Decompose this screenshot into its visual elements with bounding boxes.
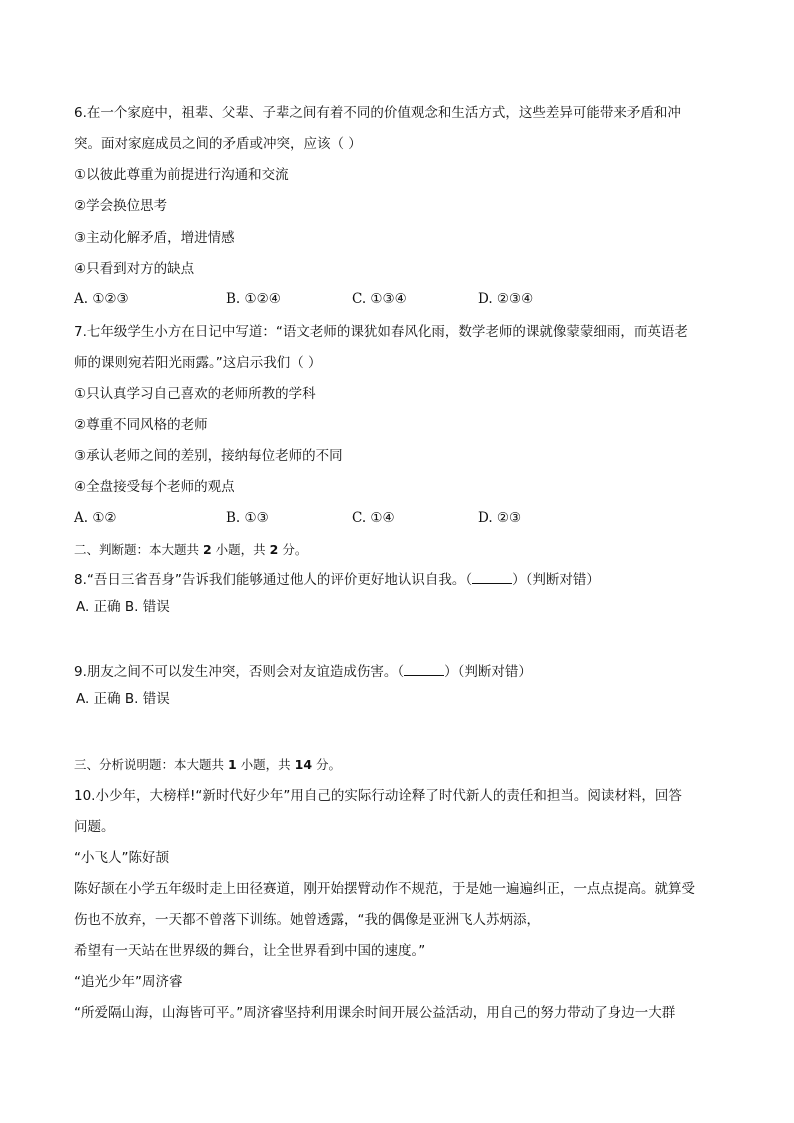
q10-material-title-1: “小飞人”陈好颉: [74, 850, 169, 866]
q7-stem-line2: 师的课则宛若阳光雨露。”这启示我们（ ）: [74, 355, 322, 371]
q8-stem: [74, 571, 600, 589]
q7-stem-line1: 7.七年级学生小方在日记中写道：“语文老师的课犹如春风化雨，数学老师的课就像蒙蒙细雨，而英语老: [74, 324, 688, 340]
q6-option-a[interactable]: A. ①②③: [74, 291, 129, 307]
q10-material-1-line2: 伤也不放弃，一天都不曾落下训练。她曾透露，“我的偶像是亚洲飞人苏炳添，: [74, 912, 540, 928]
q8-options[interactable]: A. 正确 B. 错误: [76, 599, 170, 615]
q7-item-3: ③承认老师之间的差别，接纳每位老师的不同: [74, 448, 343, 464]
section-2-suffix: 分。: [278, 542, 308, 557]
q10-material-1-line3: 希望有一天站在世界级的舞台，让全世界看到中国的速度。”: [74, 943, 426, 959]
q9-stem-suffix: ）（判断对错）: [444, 664, 532, 680]
q7-option-b[interactable]: B. ①③: [226, 510, 269, 526]
section-3-score: 14: [294, 757, 313, 772]
section-2-heading: [74, 541, 307, 559]
q6-option-b[interactable]: B. ①②④: [226, 291, 281, 307]
section-3-mid: 小题，共: [236, 757, 295, 772]
section-3-suffix: 分。: [312, 757, 342, 772]
section-3-heading: [74, 756, 341, 774]
q8-stem-text: 8.“吾日三省吾身”告诉我们能够通过他人的评价更好地认识自我。（: [74, 572, 473, 588]
q10-stem-line1: 10.小少年，大榜样!“新时代好少年”用自己的实际行动诠释了时代新人的责任和担当。阅读材料，回答: [74, 788, 682, 804]
q7-item-1: ①只认真学习自己喜欢的老师所教的学科: [74, 386, 316, 402]
q9-stem: [74, 663, 532, 681]
q10-material-title-2: “追光少年”周济睿: [74, 974, 183, 990]
section-3-prefix: 三、分析说明题：本大题共: [74, 757, 228, 772]
q9-options[interactable]: A. 正确 B. 错误: [76, 691, 170, 707]
q7-item-2: ②尊重不同风格的老师: [74, 417, 208, 433]
q8-answer-blank[interactable]: [472, 571, 512, 584]
q6-option-d[interactable]: D. ②③④: [478, 291, 534, 307]
q6-item-1: ①以彼此尊重为前提进行沟通和交流: [74, 167, 289, 183]
q7-item-4: ④全盘接受每个老师的观点: [74, 479, 235, 495]
q9-stem-text: 9.朋友之间不可以发生冲突，否则会对友谊造成伤害。（: [74, 664, 405, 680]
q8-stem-suffix: ）（判断对错）: [512, 572, 600, 588]
q10-material-2-line1: “所爱隔山海，山海皆可平。”周济睿坚持利用课余时间开展公益活动，用自己的努力带动了身边一大群: [74, 1005, 676, 1021]
q10-stem-line2: 问题。: [74, 819, 115, 835]
section-2-count: 2: [202, 542, 212, 557]
section-2-prefix: 二、判断题：本大题共: [74, 542, 203, 557]
q9-answer-blank[interactable]: [404, 663, 444, 676]
q7-option-a[interactable]: A. ①②: [74, 510, 117, 526]
q6-item-3: ③主动化解矛盾，增进情感: [74, 230, 235, 246]
q6-option-c[interactable]: C. ①③④: [352, 291, 407, 307]
q6-stem-line2: 突。面对家庭成员之间的矛盾或冲突，应该（ ）: [74, 136, 362, 152]
q10-material-1-line1: 陈好颉在小学五年级时走上田径赛道，刚开始摆臂动作不规范，于是她一遍遍纠正，一点点提高。就算受: [74, 881, 695, 897]
section-3-count: 1: [227, 757, 237, 772]
section-2-score: 2: [269, 542, 279, 557]
section-2-mid: 小题，共: [211, 542, 270, 557]
q6-item-4: ④只看到对方的缺点: [74, 261, 195, 277]
q7-option-c[interactable]: C. ①④: [352, 510, 395, 526]
q6-stem-line1: 6.在一个家庭中，祖辈、父辈、子辈之间有着不同的价值观念和生活方式，这些差异可能带来矛盾和冲: [74, 105, 681, 121]
q6-item-2: ②学会换位思考: [74, 198, 168, 214]
q7-option-d[interactable]: D. ②③: [478, 510, 522, 526]
